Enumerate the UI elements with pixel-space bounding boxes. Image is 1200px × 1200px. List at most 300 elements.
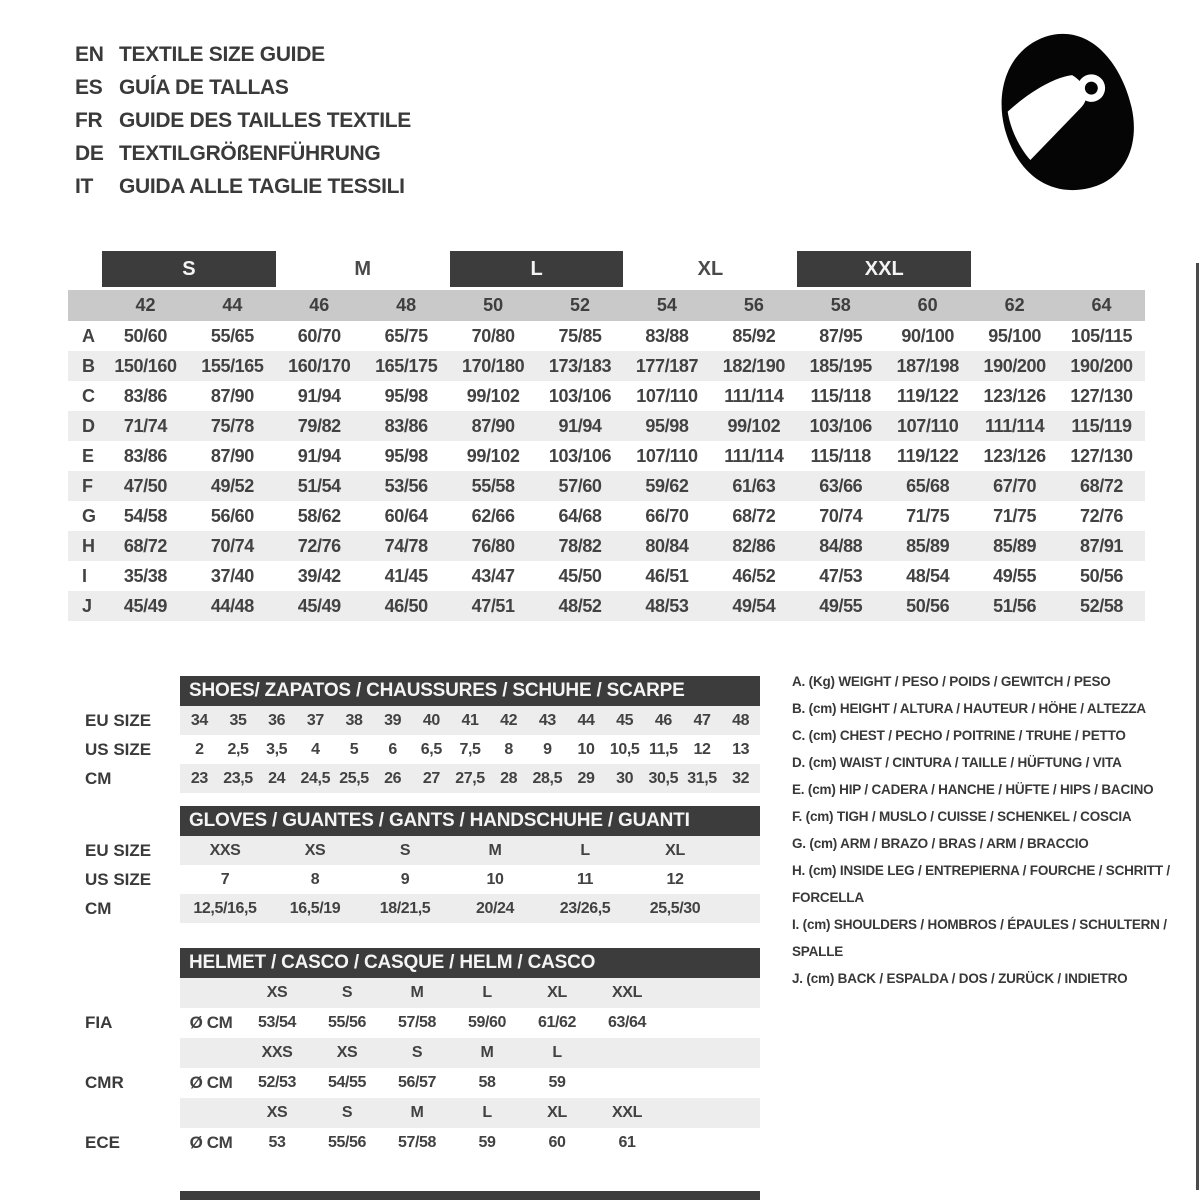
measure-value: 115/118: [810, 445, 871, 466]
helmet-value-row-FIA: [85, 1008, 760, 1038]
measure-value: 47/53: [819, 565, 863, 586]
measure-value: 55/65: [210, 325, 254, 346]
textile-row-I: [68, 561, 1145, 591]
gloves-rows: [85, 836, 760, 923]
gloves-value: M: [488, 841, 502, 859]
helmet-size-label: XL: [547, 984, 567, 1001]
numeric-size-label: 64: [1091, 295, 1112, 315]
measure-value: 103/106: [548, 445, 612, 466]
textile-row-J: [68, 591, 1145, 621]
size-group-label: XL: [697, 257, 724, 280]
helmet-size-table: [85, 948, 760, 1158]
shoes-value: 2: [195, 740, 204, 758]
language-title: GUIDE DES TAILLES TEXTILE: [119, 108, 411, 132]
helmet-sizes-row-FIA: [85, 978, 760, 1008]
measure-value: 185/195: [809, 355, 872, 376]
gloves-row-values: [180, 836, 760, 865]
helmet-sizes-values: [180, 978, 760, 1008]
size-group-label: XXL: [797, 251, 971, 287]
gloves-value: 10: [486, 870, 504, 888]
measure-value: 64/68: [558, 505, 602, 526]
measure-letter: G: [82, 505, 96, 526]
size-group-label: M: [354, 257, 372, 280]
shoes-value: 47: [693, 711, 711, 729]
numeric-size-label: 58: [830, 295, 851, 315]
measure-letter: A: [82, 325, 95, 346]
helmet-value: 57/58: [397, 1014, 437, 1031]
gloves-value: 8: [310, 870, 320, 888]
helmet-size-spacer: [180, 1098, 242, 1128]
gloves-value: 25,5/30: [649, 899, 701, 917]
measure-value: 91/94: [297, 445, 341, 466]
helmet-size-label: L: [482, 1104, 492, 1121]
helmet-value: 61: [618, 1134, 636, 1151]
measure-value: 127/130: [1070, 385, 1133, 406]
shoes-value: 23: [190, 769, 208, 787]
helmet-row-values: [180, 1128, 760, 1158]
measure-value: 190/200: [1070, 355, 1133, 376]
shoes-row-label: CM: [85, 768, 112, 788]
helmet-size-label: XS: [336, 1044, 358, 1061]
shoes-value: 6,5: [420, 740, 442, 758]
measure-value: 39/42: [297, 565, 341, 586]
measure-value: 85/89: [906, 535, 950, 556]
measure-letter: J: [82, 595, 92, 616]
measure-value: 48/54: [906, 565, 950, 586]
shoes-value: 32: [732, 769, 750, 787]
legend-item: I. (cm) SHOULDERS / HOMBROS / ÉPAULES / SCHULTERN / SPALLE: [792, 917, 1167, 959]
shoes-row-label: EU SIZE: [85, 710, 152, 730]
measure-value: 90/100: [901, 325, 955, 346]
shoes-value: 5: [349, 740, 359, 758]
size-group-label: L: [450, 251, 624, 287]
measure-value: 41/45: [384, 565, 428, 586]
helmet-value-row-CMR: [85, 1068, 760, 1098]
measure-value: 65/68: [906, 475, 950, 496]
shoes-value: 39: [384, 711, 402, 729]
measure-value: 78/82: [558, 535, 602, 556]
gloves-value: XXS: [209, 841, 241, 859]
gloves-header-bar: [180, 806, 760, 836]
measure-value: 70/80: [471, 325, 515, 346]
shoes-value: 37: [306, 711, 324, 729]
shoes-value: 4: [311, 740, 320, 758]
measure-value: 91/94: [297, 385, 341, 406]
helmet-value: 54/55: [327, 1074, 367, 1091]
helmet-size-spacer: [180, 978, 242, 1008]
measure-value: 75/85: [558, 325, 602, 346]
measure-value: 87/90: [210, 445, 254, 466]
measure-value: 46/51: [645, 565, 689, 586]
language-title: TEXTILGRÖßENFÜHRUNG: [119, 141, 381, 165]
gloves-row-values: [180, 865, 760, 894]
helmet-sizes-values: [180, 1098, 760, 1128]
shoes-header-bar: [180, 676, 760, 706]
numeric-size-label: 46: [309, 295, 330, 315]
measure-letter: I: [82, 565, 87, 586]
textile-size-table: [68, 251, 1145, 621]
shoes-value: 48: [732, 711, 750, 729]
measure-value: 85/89: [993, 535, 1037, 556]
helmet-size-label: M: [480, 1044, 494, 1061]
measure-value: 187/198: [896, 355, 959, 376]
measure-letter: C: [82, 385, 95, 406]
shoes-value: 27: [422, 769, 440, 787]
helmet-title: HELMET / CASCO / CASQUE / HELM / CASCO: [189, 952, 596, 973]
measure-value: 68/72: [123, 535, 167, 556]
measure-value: 83/86: [123, 385, 167, 406]
measure-value: 85/92: [732, 325, 776, 346]
helmet-value: 55/56: [327, 1134, 367, 1151]
measure-value: 68/72: [1080, 475, 1124, 496]
gloves-value: 12,5/16,5: [193, 899, 257, 917]
language-row: [75, 38, 411, 71]
measure-value: 111/114: [724, 445, 784, 466]
language-title: TEXTILE SIZE GUIDE: [119, 42, 325, 66]
legend-item: B. (cm) HEIGHT / ALTURA / HAUTEUR / HÖHE / ALTEZZA: [792, 701, 1146, 716]
shoes-value: 28: [500, 769, 518, 787]
language-row: [75, 137, 411, 170]
shoes-value: 10: [577, 740, 595, 758]
measure-value: 83/86: [384, 415, 428, 436]
measure-value: 44/48: [210, 595, 254, 616]
measure-value: 70/74: [819, 505, 863, 526]
helmet-size-label: S: [341, 984, 353, 1001]
shoes-value: 24: [268, 769, 286, 787]
textile-row-D: [68, 411, 1145, 441]
helmet-size-label: S: [341, 1104, 353, 1121]
legend-item: A. (Kg) WEIGHT / PESO / POIDS / GEWITCH / PESO: [792, 674, 1111, 689]
shoes-value: 29: [577, 769, 595, 787]
measure-value: 150/160: [114, 355, 177, 376]
language-code: FR: [75, 108, 103, 132]
shoes-value: 8: [504, 740, 513, 758]
shoes-row: [85, 706, 760, 735]
measure-value: 48/52: [558, 595, 602, 616]
helmet-size-label: M: [410, 1104, 424, 1121]
numeric-size-label: 62: [1004, 295, 1025, 315]
measure-value: 35/38: [123, 565, 167, 586]
language-code: ES: [75, 75, 103, 99]
shoes-size-table: [85, 676, 760, 793]
measure-value: 43/47: [471, 565, 515, 586]
shoes-value: 44: [577, 711, 595, 729]
measure-value: 65/75: [384, 325, 428, 346]
gloves-row: [85, 894, 760, 923]
measure-value: 74/78: [384, 535, 428, 556]
measure-value: 79/82: [297, 415, 341, 436]
shoes-value: 6: [388, 740, 397, 758]
helmet-size-label: XXS: [261, 1044, 293, 1061]
shoes-value: 46: [654, 711, 672, 729]
measure-value: 87/95: [819, 325, 863, 346]
legend-item: D. (cm) WAIST / CINTURA / TAILLE / HÜFTUNG / VITA: [792, 755, 1122, 770]
shoes-value: 42: [500, 711, 518, 729]
language-code: EN: [75, 42, 104, 66]
helmet-row-values: [180, 1008, 760, 1038]
helmet-unit-label: Ø CM: [189, 1013, 233, 1032]
measure-value: 80/84: [645, 535, 689, 556]
language-row: [75, 71, 411, 104]
measure-value: 53/56: [384, 475, 428, 496]
measure-value: 87/90: [471, 415, 515, 436]
measure-value: 115/118: [810, 385, 871, 406]
measure-value: 51/54: [297, 475, 341, 496]
measure-value: 49/52: [210, 475, 254, 496]
helmet-sizes-row-CMR: [85, 1038, 760, 1068]
gloves-value: 18/21,5: [379, 899, 431, 917]
measure-value: 46/52: [732, 565, 776, 586]
measure-value: 71/74: [123, 415, 167, 436]
measure-value: 52/58: [1080, 595, 1124, 616]
shoes-row-values: [180, 735, 760, 764]
measure-value: 46/50: [384, 595, 428, 616]
legend-item: C. (cm) CHEST / PECHO / POITRINE / TRUHE / PETTO: [792, 728, 1126, 743]
gloves-row-label: US SIZE: [85, 869, 152, 889]
measure-value: 47/51: [471, 595, 515, 616]
measure-value: 95/98: [645, 415, 689, 436]
measure-value: 49/55: [819, 595, 863, 616]
measure-value: 107/110: [636, 385, 698, 406]
helmet-size-label: XXL: [612, 984, 642, 1001]
size-group-label: S: [102, 251, 276, 287]
gloves-value: 12: [666, 870, 684, 888]
helmet-sizes-row-ECE: [85, 1098, 760, 1128]
measure-value: 49/55: [993, 565, 1037, 586]
gloves-title: GLOVES / GUANTES / GANTS / HANDSCHUHE / GUANTI: [189, 810, 690, 831]
gloves-value: XL: [665, 841, 685, 859]
measure-value: 61/63: [732, 475, 776, 496]
helmet-header-bar: [180, 948, 760, 978]
measure-value: 57/60: [558, 475, 602, 496]
measure-value: 51/56: [993, 595, 1037, 616]
numeric-size-label: 48: [396, 295, 417, 315]
helmet-rows: [85, 978, 760, 1158]
shoes-row-label: US SIZE: [85, 739, 152, 759]
measure-letter: B: [82, 355, 95, 376]
measure-value: 99/102: [466, 385, 520, 406]
language-title: GUÍA DE TALLAS: [119, 75, 289, 99]
shoes-value: 23,5: [223, 769, 253, 787]
helmet-value: 59/60: [467, 1014, 507, 1031]
measure-value: 155/165: [201, 355, 264, 376]
shoes-value: 38: [345, 711, 363, 729]
measure-value: 47/50: [123, 475, 167, 496]
language-title: GUIDA ALLE TAGLIE TESSILI: [119, 174, 405, 198]
measure-value: 48/53: [645, 595, 689, 616]
measure-value: 103/106: [809, 415, 872, 436]
shoes-title: SHOES/ ZAPATOS / CHAUSSURES / SCHUHE / SCARPE: [189, 680, 685, 701]
measure-value: 160/170: [288, 355, 351, 376]
legend-item: G. (cm) ARM / BRAZO / BRAS / ARM / BRACCIO: [792, 836, 1089, 851]
measure-value: 99/102: [466, 445, 520, 466]
helmet-value: 52/53: [257, 1074, 297, 1091]
measure-value: 87/91: [1080, 535, 1124, 556]
language-code: IT: [75, 174, 94, 198]
gloves-row: [85, 865, 760, 894]
gloves-row-values: [180, 894, 760, 923]
helmet-unit-label: Ø CM: [189, 1133, 233, 1152]
helmet-size-label: XXL: [612, 1104, 642, 1121]
measure-value: 170/180: [461, 355, 525, 376]
measure-value: 83/88: [645, 325, 689, 346]
shoes-value: 13: [732, 740, 750, 758]
measure-letter: H: [82, 535, 95, 556]
helmet-size-label: S: [411, 1044, 423, 1061]
measure-value: 105/115: [1070, 325, 1133, 346]
helmet-value: 60: [548, 1134, 566, 1151]
helmet-value: 57/58: [397, 1134, 437, 1151]
measure-value: 165/175: [375, 355, 438, 376]
gloves-value: 7: [220, 870, 230, 888]
shoes-value: 9: [543, 740, 552, 758]
shoes-value: 10,5: [609, 740, 640, 758]
measure-value: 95/100: [988, 325, 1041, 346]
gloves-row-label: CM: [85, 898, 112, 918]
measure-value: 49/54: [732, 595, 776, 616]
shoes-value: 34: [190, 711, 208, 729]
helmet-row-values: [180, 1068, 760, 1098]
helmet-value: 55/56: [327, 1014, 367, 1031]
textile-row-H: [68, 531, 1145, 561]
shoes-row: [85, 764, 760, 793]
helmet-value-row-ECE: [85, 1128, 760, 1158]
shoes-value: 35: [229, 711, 247, 729]
measure-value: 123/126: [983, 385, 1046, 406]
gloves-value: 11: [576, 870, 594, 888]
helmet-size-label: XL: [547, 1104, 567, 1121]
gloves-value: XS: [304, 841, 326, 859]
measure-value: 76/80: [471, 535, 515, 556]
helmet-value: 59: [548, 1074, 566, 1091]
helmet-unit-label: Ø CM: [189, 1073, 233, 1092]
gloves-value: L: [580, 841, 590, 859]
measure-value: 68/72: [732, 505, 776, 526]
legend-item: E. (cm) HIP / CADERA / HANCHE / HÜFTE / HIPS / BACINO: [792, 782, 1154, 797]
shoes-value: 12: [693, 740, 711, 758]
measure-value: 72/76: [297, 535, 341, 556]
shoes-value: 36: [268, 711, 286, 729]
numeric-size-label: 50: [483, 295, 504, 315]
helmet-sizes-values: [180, 1038, 760, 1068]
shoes-row-values: [180, 706, 760, 735]
helmet-standard-label: FIA: [85, 1013, 113, 1032]
measure-letter: E: [82, 445, 94, 466]
shoes-value: 24,5: [300, 769, 331, 787]
measure-value: 72/76: [1080, 505, 1124, 526]
shoes-rows: [85, 706, 760, 793]
shoes-value: 27,5: [455, 769, 485, 787]
measure-value: 67/70: [993, 475, 1037, 496]
gloves-value: S: [399, 841, 411, 859]
helmet-size-spacer: [180, 1038, 242, 1068]
legend-item: H. (cm) INSIDE LEG / ENTREPIERNA / FOURCHE / SCHRITT / FORCELLA: [792, 863, 1170, 905]
shoes-value: 11,5: [648, 740, 678, 758]
measure-value: 54/58: [123, 505, 167, 526]
measure-value: 71/75: [906, 505, 950, 526]
helmet-value: 53/54: [257, 1014, 297, 1031]
helmet-value: 61/62: [537, 1014, 577, 1031]
measure-value: 111/114: [984, 415, 1045, 436]
page-edge-line: [1196, 263, 1199, 1190]
helmet-size-label: L: [552, 1044, 562, 1061]
helmet-value: [592, 1068, 662, 1098]
helmet-size-label: [592, 1038, 662, 1068]
shoes-value: 41: [461, 711, 479, 729]
size-group-header-row: [68, 251, 1145, 287]
shoes-value: 26: [384, 769, 402, 787]
textile-row-C: [68, 381, 1145, 411]
shoes-value: 25,5: [339, 769, 369, 787]
numeric-size-label: 60: [917, 295, 938, 315]
measure-value: 107/110: [897, 415, 959, 436]
language-title-list: [75, 38, 411, 203]
gloves-value: 20/24: [475, 899, 515, 917]
measure-value: 55/58: [471, 475, 515, 496]
gloves-value: 16,5/19: [289, 899, 341, 917]
shoes-value: 43: [538, 711, 556, 729]
textile-row-E: [68, 441, 1145, 471]
racing-helmet-icon: [978, 22, 1150, 198]
language-row: [75, 170, 411, 203]
measure-value: 60/64: [384, 505, 428, 526]
shoes-value: 2,5: [227, 740, 249, 758]
measure-value: 45/50: [558, 565, 602, 586]
shoes-row: [85, 735, 760, 764]
helmet-standard-label: CMR: [85, 1073, 124, 1092]
shoes-row-values: [180, 764, 760, 793]
gloves-size-table: [85, 806, 760, 923]
measure-value: 190/200: [983, 355, 1046, 376]
measure-value: 56/60: [210, 505, 254, 526]
textile-row-B: [68, 351, 1145, 381]
shoes-value: 45: [616, 711, 634, 729]
helmet-standard-label: ECE: [85, 1133, 120, 1152]
measure-value: 70/74: [210, 535, 254, 556]
measure-value: 50/60: [123, 325, 167, 346]
shoes-value: 30,5: [648, 769, 679, 787]
measure-value: 45/49: [123, 595, 167, 616]
measure-value: 59/62: [645, 475, 689, 496]
measure-value: 50/56: [1080, 565, 1124, 586]
numeric-size-label: 42: [135, 295, 156, 315]
measure-value: 45/49: [297, 595, 341, 616]
measure-value: 99/102: [727, 415, 781, 436]
numeric-size-row: [68, 290, 1145, 321]
measure-value: 95/98: [384, 445, 428, 466]
gloves-value: 23/26,5: [559, 899, 611, 917]
helmet-value: 53: [268, 1134, 286, 1151]
helmet-size-label: L: [482, 984, 492, 1001]
shoes-value: 28,5: [532, 769, 563, 787]
measure-value: 84/88: [819, 535, 863, 556]
helmet-value: 58: [478, 1074, 496, 1091]
measure-value: 50/56: [906, 595, 950, 616]
measure-value: 123/126: [983, 445, 1046, 466]
helmet-size-label: XS: [266, 1104, 288, 1121]
gloves-value: 9: [400, 870, 410, 888]
shoes-value: 3,5: [266, 740, 288, 758]
measure-value: 75/78: [210, 415, 254, 436]
helmet-size-label: XS: [266, 984, 288, 1001]
measure-value: 91/94: [558, 415, 602, 436]
gloves-row-label: EU SIZE: [85, 840, 152, 860]
shoes-value: 40: [422, 711, 440, 729]
measure-value: 119/122: [897, 385, 959, 406]
measure-value: 107/110: [636, 445, 698, 466]
measure-letter: F: [82, 475, 93, 496]
measure-value: 83/86: [123, 445, 167, 466]
